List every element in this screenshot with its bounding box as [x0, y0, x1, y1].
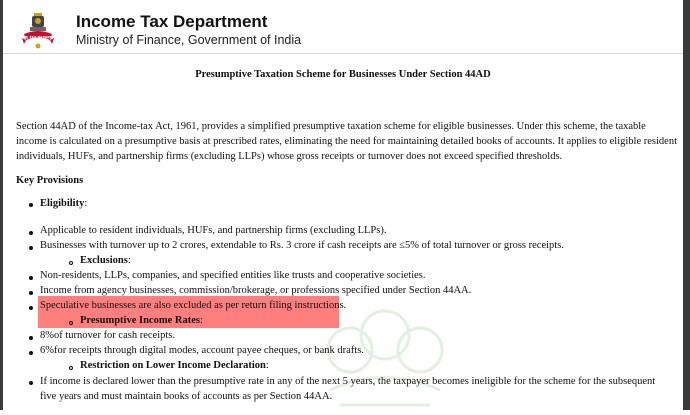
bullet-circle: [69, 321, 73, 325]
bullet-circle: [69, 261, 73, 265]
list-item: Non-residents, LLPs, companies, and specified entities like trusts and cooperative societies.: [40, 270, 426, 281]
list-item: Businesses with turnover up to 2 crores, extendable to Rs. 3 crore if cash receipts are ≤5% of total turnover or gross receipts.: [40, 240, 564, 251]
list-item: Income from agency businesses, commission/brokerage, or professions specified under Section 44AA.: [40, 285, 472, 296]
list-item-exclusions: Exclusions:: [80, 255, 131, 266]
bullet-disc: [29, 306, 33, 310]
page-title: Presumptive Taxation Scheme for Businesses Under Section 44AD: [195, 69, 491, 80]
list-item: If income is declared lower than the presumptive rate in any of the next 5 years, the taxpayer becomes ineligible for the scheme for the subsequent five years and must maintain books of accounts as per Section 44AA.: [40, 376, 656, 402]
bullet-circle: [69, 366, 73, 370]
bullet-disc: [29, 291, 33, 295]
window-left-border: [0, 0, 3, 410]
bullet-disc: [29, 276, 33, 280]
window-right-border: [683, 0, 690, 410]
bullet-disc: [29, 203, 33, 207]
section-heading: Key Provisions: [16, 175, 84, 186]
exclusions-label: Exclusions: [80, 255, 128, 266]
emblem-caption: INCOME TAX DEPARTMENT: [13, 35, 63, 40]
list-item-rates: Presumptive Income Rates:: [80, 315, 203, 326]
list-item-eligibility: Eligibility:: [40, 198, 88, 209]
bullet-disc: [29, 246, 33, 250]
intro-paragraph: Section 44AD of the Income-tax Act, 1961, provides a simplified presumptive taxation scheme for eligible businesses. Under this scheme, the taxable income is calculated on a presumptive basis at prescribed rates, eliminating the need for maintaining detailed books of accounts. It applies to eligible resident individuals, HUFs, and partnership firms (excluding LLPs) whose gross receipts or turnover does not exceed specified thresholds.: [16, 121, 678, 162]
rates-label: Presumptive Income Rates: [80, 315, 200, 326]
site-header: [14, 8, 674, 52]
list-item: 8%of turnover for cash receipts.: [40, 330, 175, 341]
bullet-disc: [29, 231, 33, 235]
list-item-restriction: Restriction on Lower Income Declaration:: [80, 360, 269, 371]
bullet-disc: [29, 336, 33, 340]
header-divider: [3, 53, 683, 54]
list-item: 6%for receipts through digital modes, account payee cheques, or bank drafts.: [40, 345, 364, 356]
income-tax-emblem-icon[interactable]: [13, 10, 63, 52]
list-item-highlighted: Speculative businesses are also excluded as per return filing instructions.: [40, 300, 347, 311]
ministry-name: Ministry of Finance, Government of India: [76, 33, 302, 47]
eligibility-label: Eligibility: [40, 198, 85, 209]
bullet-disc: [29, 381, 33, 385]
bullet-disc: [29, 351, 33, 355]
list-item: Applicable to resident individuals, HUFs, and partnership firms (excluding LLPs).: [40, 225, 387, 236]
department-name: Income Tax Department: [76, 12, 268, 31]
restriction-label: Restriction on Lower Income Declaration: [80, 360, 266, 371]
